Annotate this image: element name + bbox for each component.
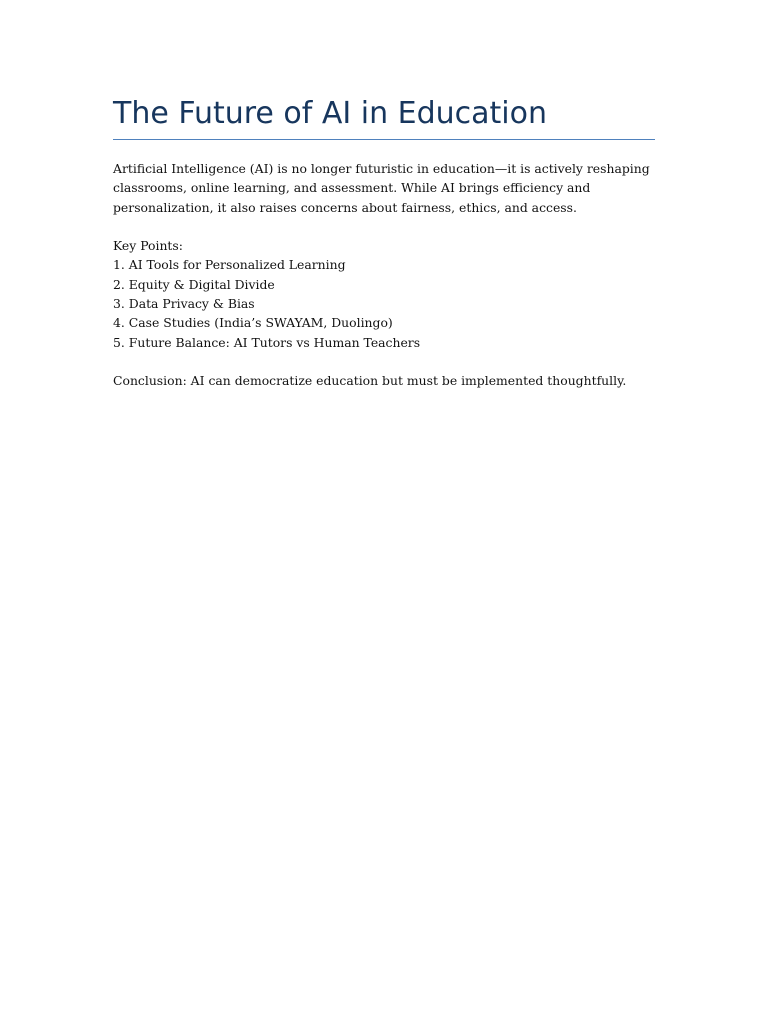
list-item: 1. AI Tools for Personalized Learning: [113, 257, 346, 273]
list-item: 2. Equity & Digital Divide: [113, 276, 275, 292]
key-points-list: [113, 255, 655, 351]
list-item: 3. Data Privacy & Bias: [113, 296, 255, 312]
intro-paragraph: Artificial Intelligence (AI) is no longer futuristic in education—it is actively reshaping classrooms, online learning, and assessment. While AI brings efficiency and personalization, it also raises concerns about fairness, ethics, and access.: [113, 161, 650, 215]
conclusion-paragraph: Conclusion: AI can democratize education but must be implemented thoughtfully.: [113, 373, 627, 389]
document-title: The Future of AI in Education: [113, 96, 548, 131]
list-item: 5. Future Balance: AI Tutors vs Human Teachers: [113, 334, 421, 350]
document-body: [113, 159, 655, 391]
title-divider: [113, 139, 655, 140]
key-points-heading: Key Points:: [113, 238, 183, 254]
list-item: 4. Case Studies (India’s SWAYAM, Duolingo): [113, 315, 393, 331]
